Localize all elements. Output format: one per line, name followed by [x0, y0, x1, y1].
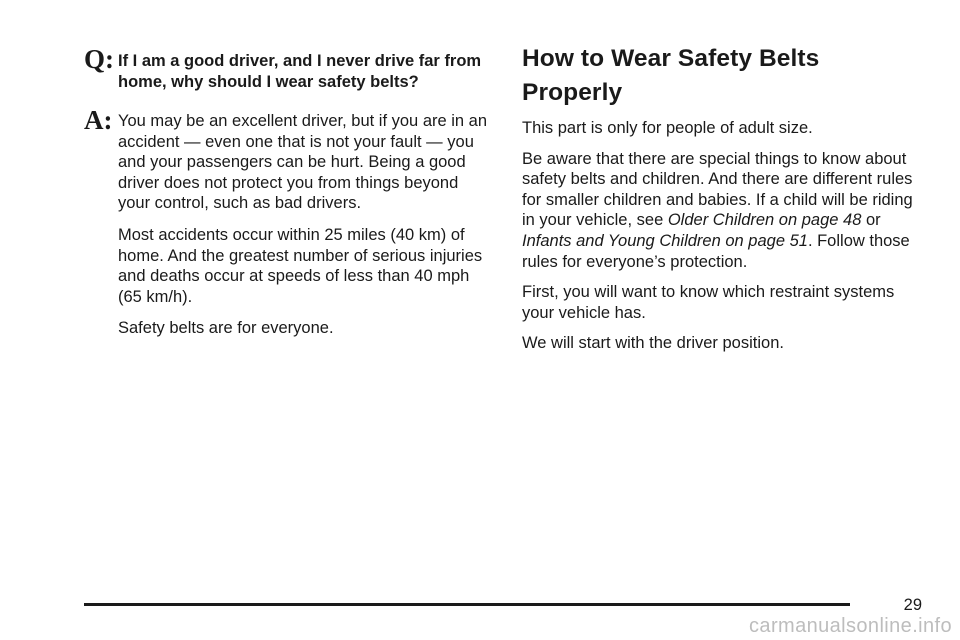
- children-rules-text: Be aware that there are special things to know about safety belts and children. And there are different rules for smaller children and babies. If a child will be riding in your vehicle, see: [522, 149, 913, 230]
- driver-position-paragraph: We will start with the driver position.: [522, 334, 784, 353]
- accident-statistics-paragraph: Most accidents occur within 25 miles (40 km) of home. And the greatest number of serious injuries and deaths occur at speeds of less than 40 mph (65 km/h).: [118, 225, 483, 306]
- watermark: carmanualsonline.info: [749, 615, 952, 637]
- question-block: [84, 46, 494, 92]
- children-rules-paragraph: [522, 149, 922, 273]
- older-children-link[interactable]: Older Children on page 48: [667, 211, 862, 230]
- question-text: If I am a good driver, and I never drive far from home, why should I wear safety belts?: [118, 52, 482, 91]
- section-heading: How to Wear Safety Belts Properly: [522, 45, 820, 106]
- or-text: or: [865, 211, 881, 230]
- question-marker: Q:: [84, 44, 114, 74]
- protection-text: . Follow those rules for everyone’s protection.: [522, 231, 910, 271]
- everyone-paragraph: Safety belts are for everyone.: [118, 319, 334, 338]
- infants-young-children-link[interactable]: Infants and Young Children on page 51: [522, 231, 808, 250]
- safety-belts-section: [522, 42, 922, 354]
- answer-block: [84, 107, 494, 214]
- page-number: 29: [903, 596, 922, 614]
- restraint-systems-paragraph: First, you will want to know which restraint systems your vehicle has.: [522, 283, 895, 322]
- answer-marker: A:: [84, 105, 113, 135]
- answer-text: You may be an excellent driver, but if you are in an accident — even one that is not your fault — you and your passengers can be hurt. Being a good driver does not protect you from things beyond your control, such as bad drivers.: [118, 112, 488, 213]
- qa-column: [84, 46, 494, 339]
- footer-rule: [84, 603, 850, 606]
- adult-size-paragraph: This part is only for people of adult size.: [522, 119, 813, 137]
